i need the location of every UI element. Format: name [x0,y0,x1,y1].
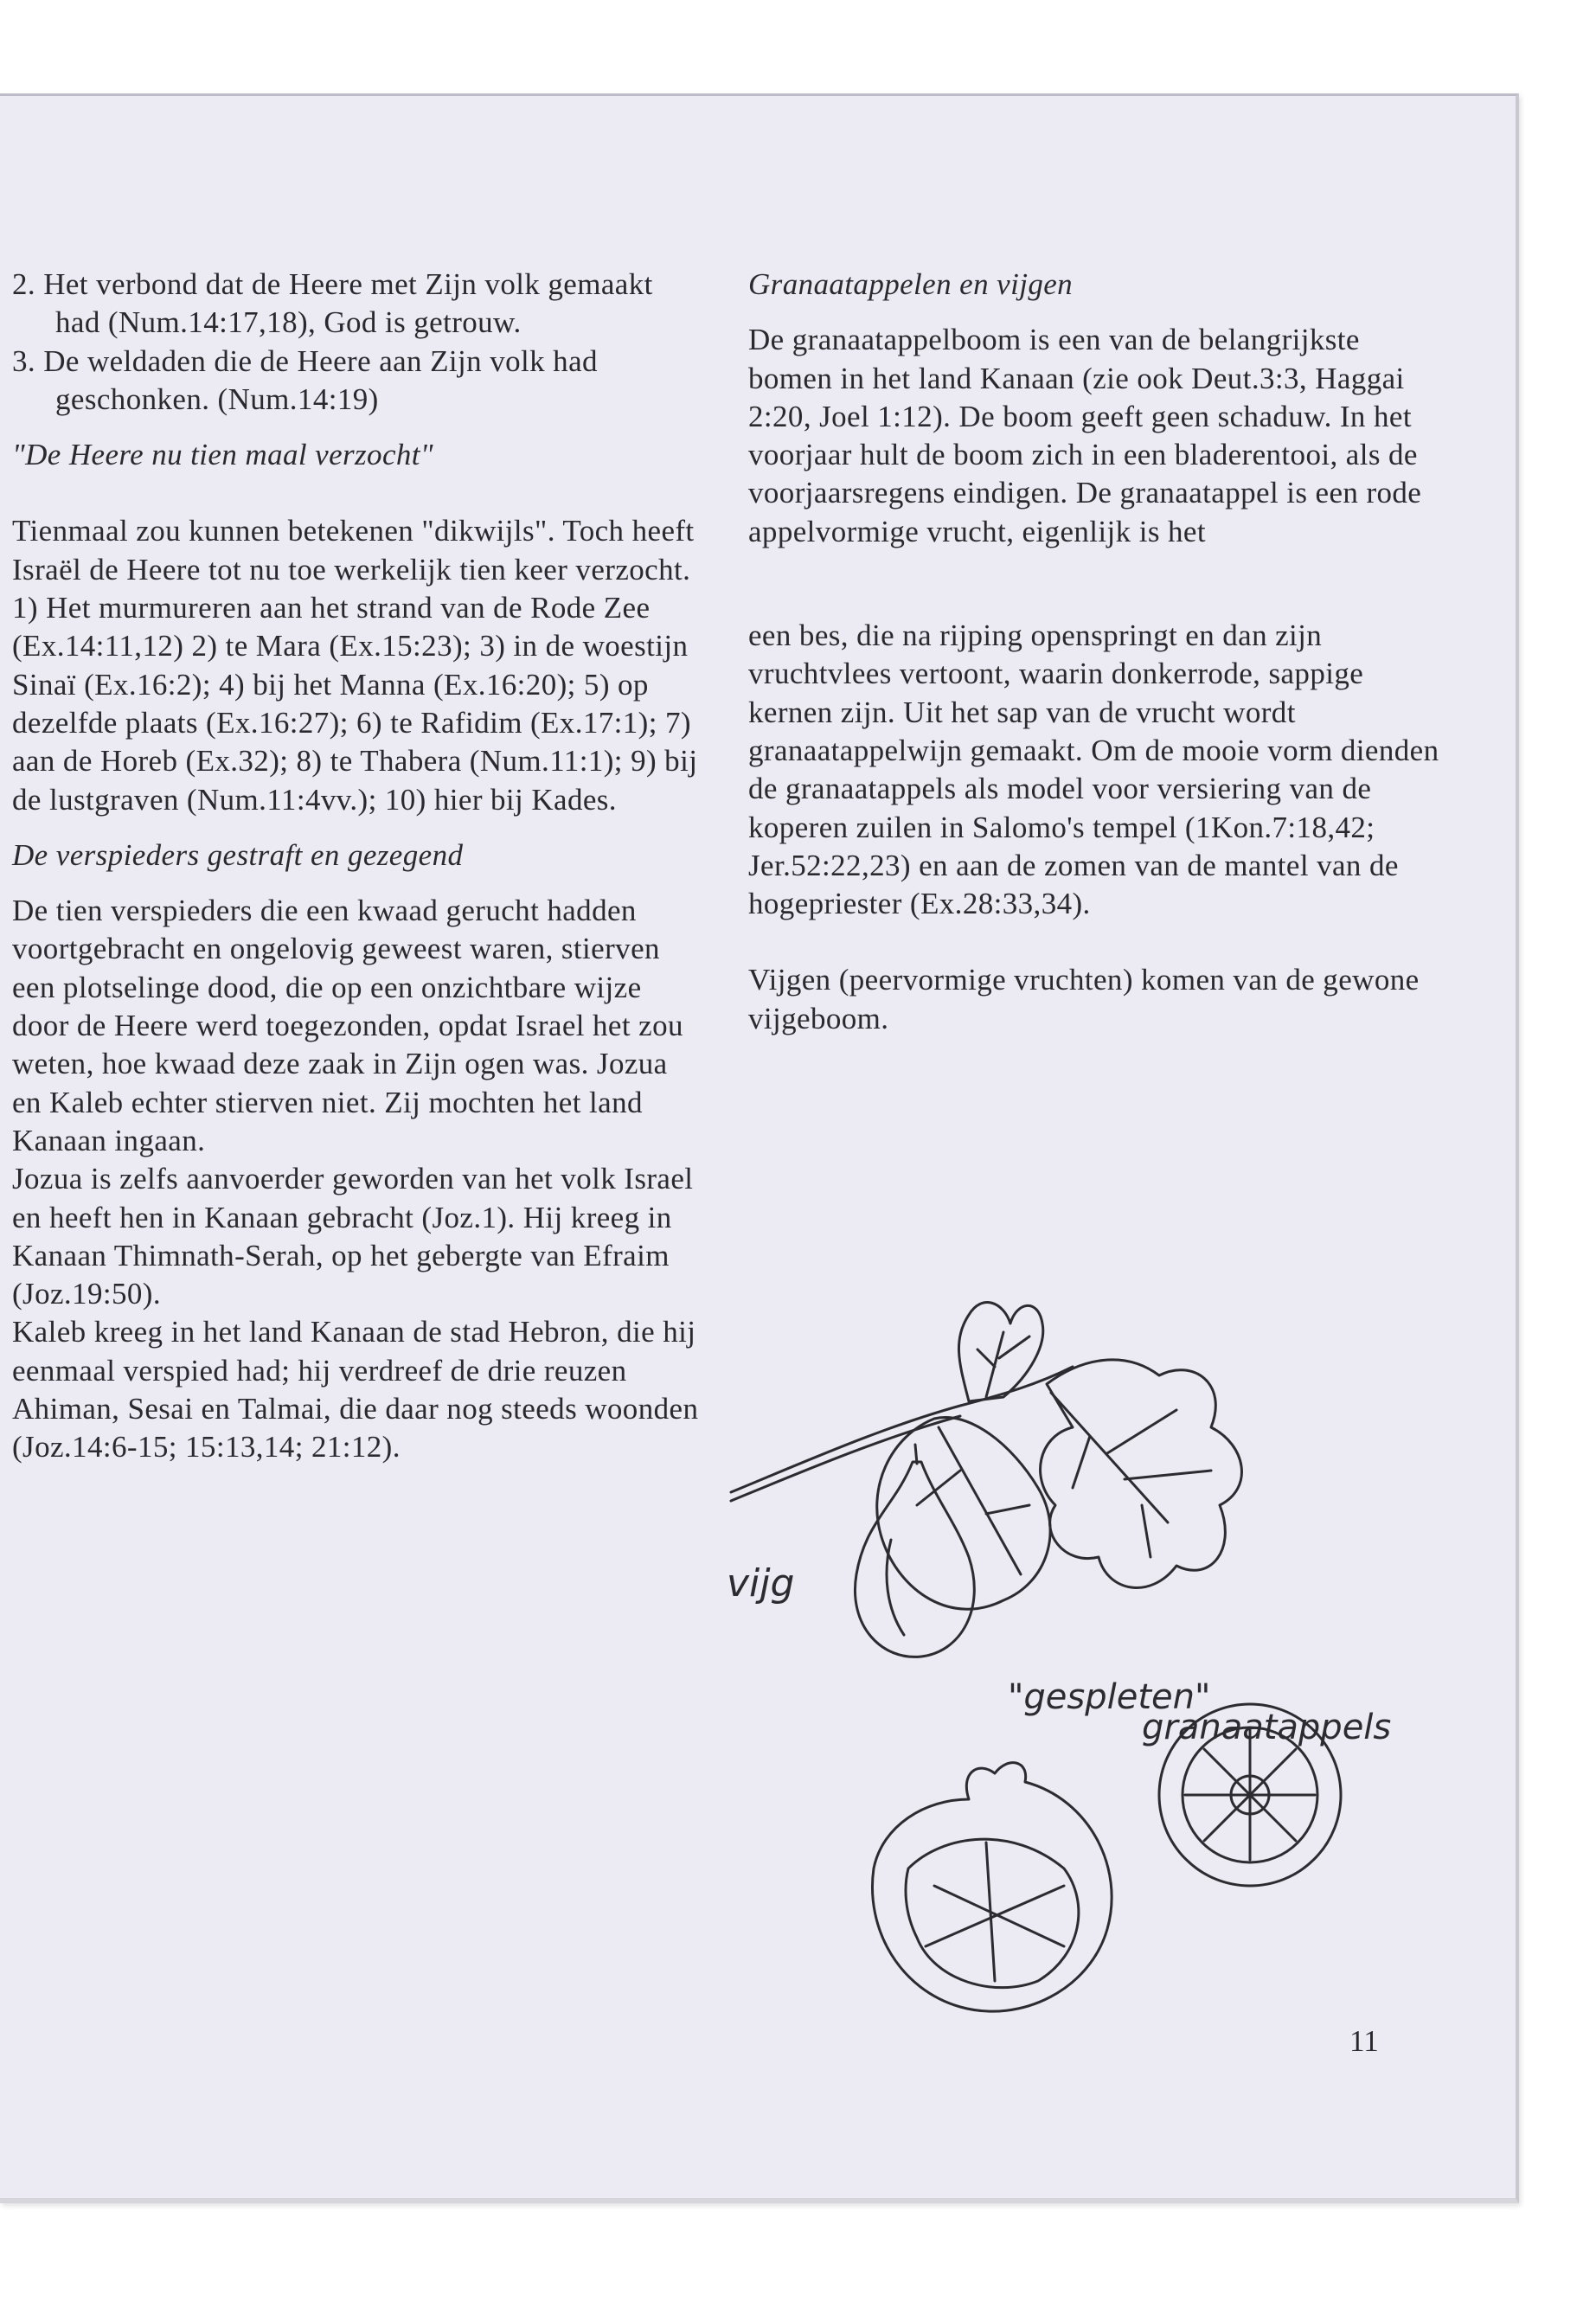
paragraph-jozua: Jozua is zelfs aanvoerder geworden van het volk Israel en heeft hen in Kanaan gebracht (Joz.1). Hij kreeg in Kanaan Thimnath-Serah, op het gebergte van Efraim (Joz.19:50). [12,1162,694,1311]
page-number: 11 [1349,2024,1379,2058]
paragraph-kaleb: Kaleb kreeg in het land Kanaan de stad Hebron, die hij eenmaal verspied had; hij verdreef de drie reuzen Ahiman, Sesai en Talmai, die daar nog steeds woonden (Joz.14:6-15; 15:13,14; 21:12). [12,1315,699,1465]
paragraph-verspieders: De tien verspieders die een kwaad gerucht hadden voortgebracht en ongelovig geweest waren, stierven een plotselinge dood, die op een onzichtbare wijze door de Heere werd toegezonden, opdat Israel het zou weten, hoe kwaad deze zaak in Zijn ogen was. Jozua en Kaleb echter stierven niet. Zij mochten het land Kanaan ingaan. [12,894,683,1157]
fig-label: vijg [727,1561,795,1606]
section-heading-granaatappelen: Granaatappelen en vijgen [748,267,1074,301]
pomegranate-label-granaatappels: granaatappels [1142,1708,1392,1747]
paragraph-vijgen: Vijgen (peervormige vruchten) komen van de gewone vijgeboom. [748,963,1420,1035]
section-heading-verspieders: De verspieders gestraft en gezegend [12,837,464,872]
paragraph-bes: een bes, die na rijping openspringt en dan zijn vruchtvlees vertoont, waarin donkerrode, sappige kernen zijn. Uit het sap van de vrucht wordt granaatappelwijn gemaakt. Om de mooie vorm dienden de granaatappels als model voor versiering van de koperen zuilen in Salomo's tempel (1Kon.7:18,42; Jer.52:22,23) en aan de zomen van de mantel van de hogepriester (Ex.28:33,34). [748,619,1439,921]
right-column [748,266,1440,1038]
paragraph-granaatappelboom: De granaatappelboom is een van de belangrijkste bomen in het land Kanaan (zie ook Deut.3:3, Haggai 2:20, Joel 1:12). De boom geeft geen schaduw. In het voorjaar hult de boom zich in een bladerentooi, als de voorjaarsregens eindigen. De granaatappel is een rode appelvormige vrucht, eigenlijk is het [748,323,1422,548]
pomegranate-label-gespleten: "gespleten" [1008,1677,1211,1717]
list-item-2: 2. Het verbond dat de Heere met Zijn volk gemaakt had (Num.14:17,18), God is getrouw. [12,267,653,340]
section-heading-tien-maal: "De Heere nu tien maal verzocht" [12,438,434,472]
paragraph-tienmaal: Tienmaal zou kunnen betekenen "dikwijls". Toch heeft Israël de Heere tot nu toe werkelijk tien keer verzocht. 1) Het murmureren aan het strand van de Rode Zee (Ex.14:11,12) 2) te Mara (Ex.15:23); 3) in de woestijn Sinaï (Ex.16:2); 4) bij het Manna (Ex.16:20); 5) op dezelfde plaats (Ex.16:27); 6) te Rafidim (Ex.17:1); 7) aan de Horeb (Ex.32); 8) te Thabera (Num.11:1); 9) bij de lustgraven (Num.11:4vv.); 10) hier bij Kades. [12,514,698,817]
list-item-3: 3. De weldaden die de Heere aan Zijn volk had geschonken. (Num.14:19) [12,343,598,416]
left-column [12,266,704,1467]
